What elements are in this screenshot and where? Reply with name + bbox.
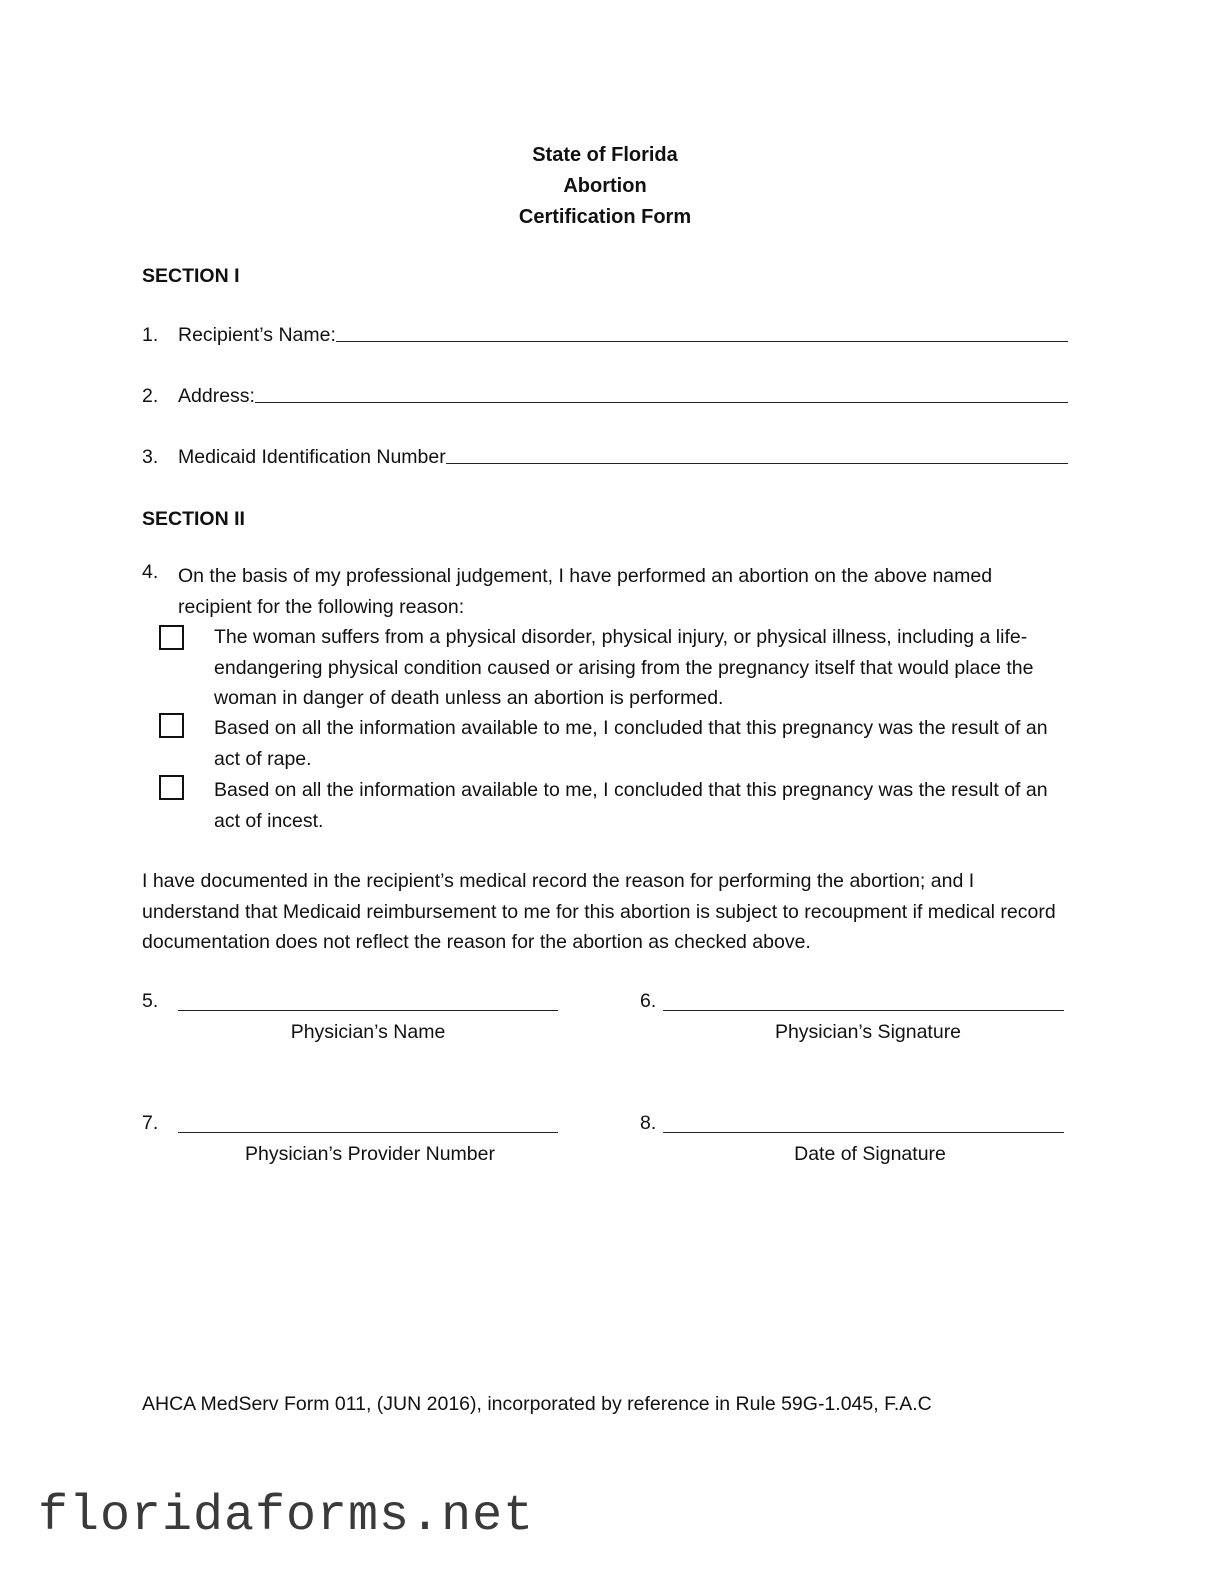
title-line-3: Certification Form	[518, 206, 692, 228]
field-number: 3.	[142, 446, 159, 468]
provider-number-field[interactable]	[142, 1112, 562, 1174]
recipient-name-field[interactable]	[142, 317, 1068, 347]
provider-number-input-line[interactable]	[178, 1132, 558, 1133]
title-line-2: Abortion	[563, 175, 647, 197]
physician-signature-field[interactable]	[640, 990, 1070, 1052]
medicaid-id-label: Medicaid Identification Number	[178, 446, 446, 468]
field-number: 5.	[142, 990, 159, 1012]
physical-condition-option-text: The woman suffers from a physical disorder, physical injury, or physical illness, including a life-endangering physical condition caused or arising from the pregnancy itself that would place the woman in danger of death unless an abortion is performed.	[214, 626, 1034, 710]
field-number: 6.	[640, 990, 657, 1012]
documentation-statement: I have documented in the recipient’s medical record the reason for performing the abortion; and I understand that Medicaid reimbursement to me for this abortion is subject to recoupment if medical record documentation does not reflect the reason for the abortion as checked above.	[142, 870, 1056, 954]
physician-name-caption: Physician’s Name	[290, 1021, 446, 1043]
signature-date-input-line[interactable]	[663, 1132, 1064, 1133]
physician-signature-caption: Physician’s Signature	[774, 1021, 962, 1043]
medicaid-id-input-line[interactable]	[446, 463, 1068, 464]
question-4-text: On the basis of my professional judgement, I have performed an abortion on the above named recipient for the following reason:	[178, 565, 993, 618]
field-number: 1.	[142, 324, 159, 346]
signature-date-caption: Date of Signature	[794, 1143, 946, 1165]
rape-option-text: Based on all the information available to me, I concluded that this pregnancy was the result of an act of rape.	[214, 717, 1048, 770]
rape-checkbox[interactable]	[159, 713, 184, 738]
form-title	[0, 140, 1210, 233]
address-field[interactable]	[142, 378, 1068, 408]
field-number: 2.	[142, 385, 159, 407]
field-number: 7.	[142, 1112, 159, 1134]
physical-condition-checkbox[interactable]	[159, 625, 184, 650]
physician-name-field[interactable]	[142, 990, 562, 1052]
section-1-heading: SECTION I	[142, 265, 240, 287]
medicaid-id-field[interactable]	[142, 439, 1068, 469]
provider-number-caption: Physician’s Provider Number	[245, 1143, 495, 1165]
physician-signature-input-line[interactable]	[663, 1010, 1064, 1011]
field-number: 8.	[640, 1112, 657, 1134]
question-4-number: 4.	[142, 561, 159, 583]
recipient-name-label: Recipient’s Name:	[178, 324, 336, 346]
form-footer: AHCA MedServ Form 011, (JUN 2016), incorporated by reference in Rule 59G-1.045, F.A.C	[142, 1393, 932, 1415]
address-label: Address:	[178, 385, 255, 407]
recipient-name-input-line[interactable]	[336, 341, 1068, 342]
signature-date-field[interactable]	[640, 1112, 1070, 1174]
incest-option-text: Based on all the information available to me, I concluded that this pregnancy was the result of an act of incest.	[214, 779, 1048, 832]
incest-checkbox[interactable]	[159, 775, 184, 800]
section-2-heading: SECTION II	[142, 508, 245, 530]
physician-name-input-line[interactable]	[178, 1010, 558, 1011]
address-input-line[interactable]	[255, 402, 1068, 403]
title-line-1: State of Florida	[532, 144, 678, 166]
site-watermark: floridaforms.net	[38, 1488, 535, 1545]
